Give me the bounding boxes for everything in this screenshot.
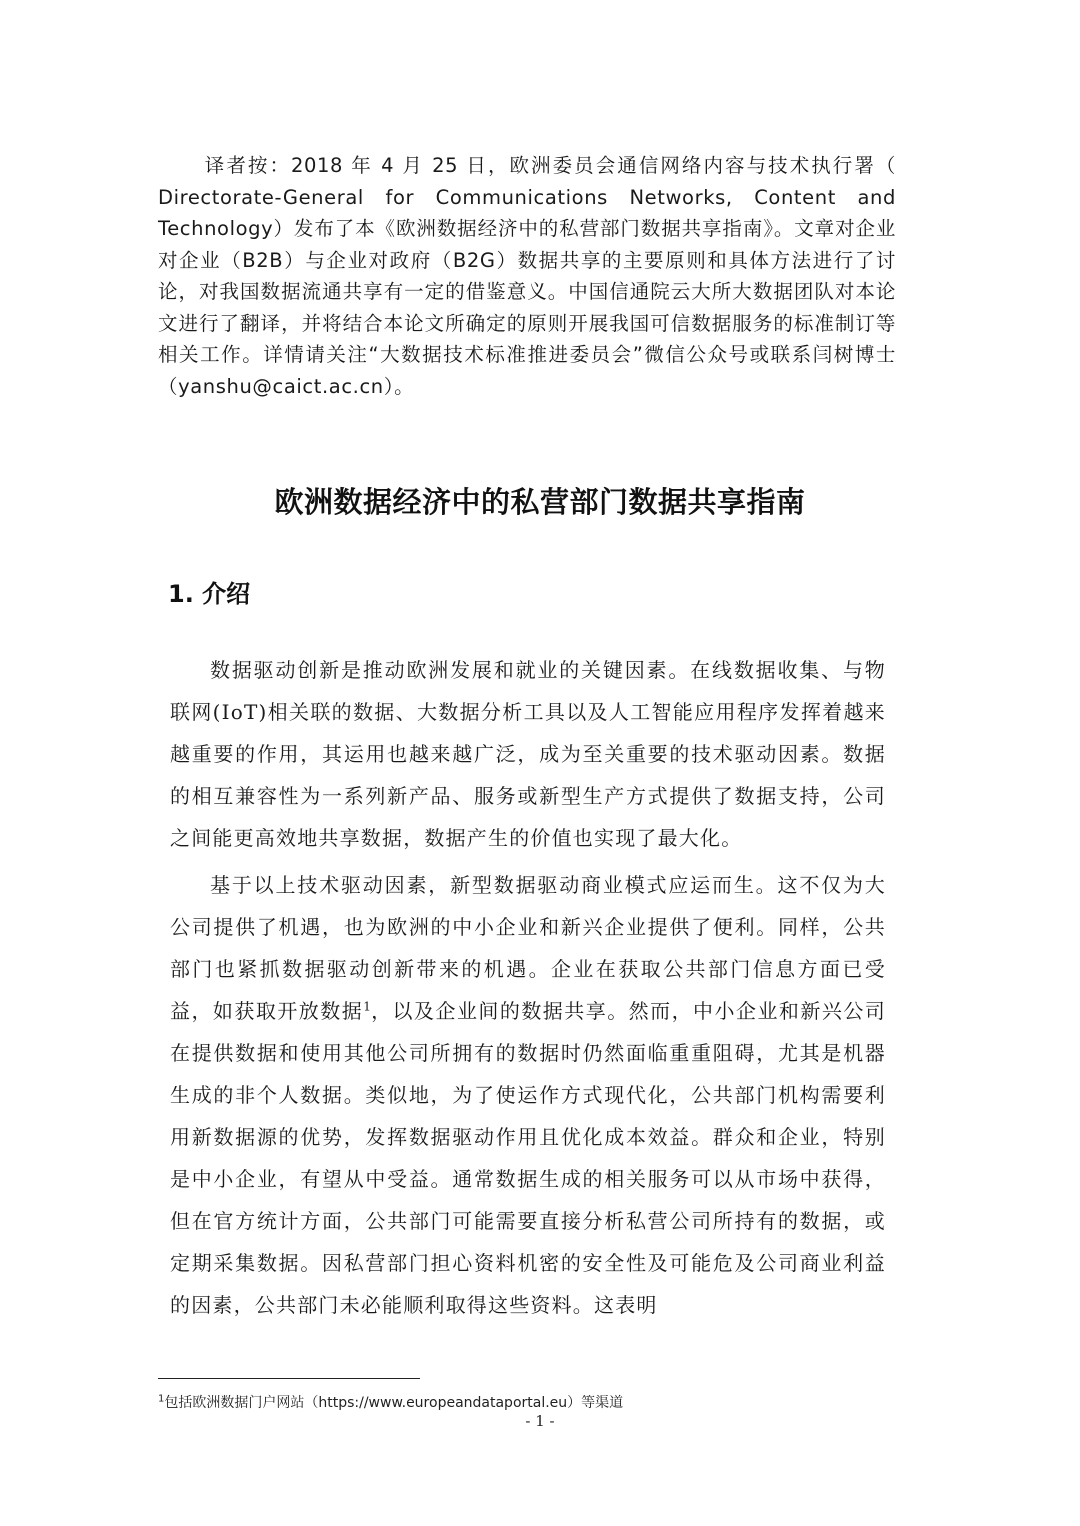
footnote-reference[interactable]: 1 (363, 999, 371, 1014)
paragraph-2-part-2: ，以及企业间的数据共享。然而，中小企业和新兴公司在提供数据和使用其他公司所拥有的数据时仍然面临重重阻碍，尤其是机器生成的非个人数据。类似地，为了使运作方式现代化，公共部门机构需要利用新数据源的优势，发挥数据驱动作用且优化成本效益。群众和企业，特别是中小企业，有望从中受益。通常数据生成的相关服务可以从市场中获得，但在官方统计方面，公共部门可能需要直接分析私营公司所持有的数据，或定期采集数据。因私营部门担心资料机密的安全性及可能危及公司商业利益的因素，公共部门未必能顺利取得这些资料。这表明 (170, 999, 886, 1317)
document-title: 欧洲数据经济中的私营部门数据共享指南 (274, 485, 806, 519)
body-text (170, 649, 886, 1326)
paragraph-2-part-1: 基于以上技术驱动因素，新型数据驱动商业模式应运而生。这不仅为大公司提供了机遇，也为欧洲的中小企业和新兴企业提供了便利。同样，公共部门也紧抓数据驱动创新带来的机遇。企业在获取公共部门信息方面已受益，如获取开放数据 (170, 873, 886, 1023)
page-number: - 1 - (525, 1412, 555, 1430)
translator-note-text: 译者按：2018 年 4 月 25 日，欧洲委员会通信网络内容与技术执行署（ Directorate-General for Communications Networks, Content and Technology）发布了本《欧洲数据经济中的私营部门数据共享指南》。文章对企业对企业（B2B）与企业对政府（B2G）数据共享的主要原则和具体方法进行了讨论，对我国数据流通共享有一定的借鉴意义。中国信通院云大所大数据团队对本论文进行了翻译，并将结合本论文所确定的原则开展我国可信数据服务的标准制订等相关工作。详情请关注“大数据技术标准推进委员会”微信公众号或联系闫树博士（yanshu@caict.ac.cn）。 (158, 154, 896, 398)
footnote-separator (158, 1378, 420, 1379)
footnote-text: 包括欧洲数据门户网站（https://www.europeandataportal.eu）等渠道 (164, 1395, 624, 1411)
footnote (158, 1392, 918, 1412)
footnote-marker: 1 (158, 1393, 165, 1405)
paragraph-2 (170, 864, 886, 1326)
paragraph-1: 数据驱动创新是推动欧洲发展和就业的关键因素。在线数据收集、与物联网(IoT)相关联的数据、大数据分析工具以及人工智能应用程序发挥着越来越重要的作用，其运用也越来越广泛，成为至关重要的技术驱动因素。数据的相互兼容性为一系列新产品、服务或新型生产方式提供了数据支持，公司之间能更高效地共享数据，数据产生的价值也实现了最大化。 (170, 658, 886, 850)
section-heading-introduction: 1. 介绍 (168, 580, 251, 608)
translator-note (158, 150, 896, 402)
